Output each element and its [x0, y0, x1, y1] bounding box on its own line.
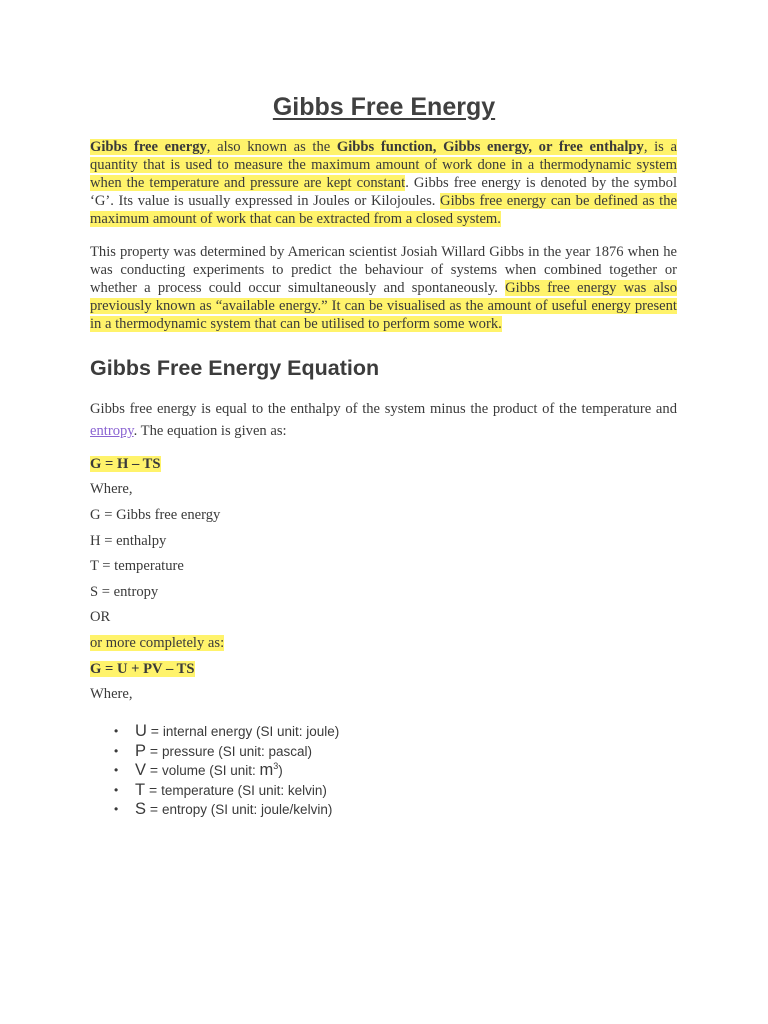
equals-sign: =	[146, 742, 162, 759]
variable-symbol: T	[135, 780, 146, 799]
variable-description: volume (SI unit:	[161, 763, 260, 778]
intro-highlight-2: Gibbs free energy can be defined as the maximum amount of work that can be extracted from a closed system.	[90, 193, 678, 227]
definition-s: S = entropy	[90, 584, 159, 600]
page-title: Gibbs Free Energy	[272, 93, 496, 121]
equals-sign: =	[145, 781, 162, 798]
more-completely-text: or more completely as:	[90, 635, 225, 651]
variable-symbol: P	[135, 741, 147, 760]
variable-symbol: V	[135, 761, 147, 779]
history-sentence: This property was determined by American scientist Josiah Willard Gibbs in the year 1876 when he was conducting experiments to predict the behaviour of systems when combined together or whether a process could occur simultaneously and spontaneously.	[90, 244, 677, 296]
intro-definition: , is a quantity that is used to measure the maximum amount of work done in a thermodynamic system when the temperature and pressure are kept constant	[90, 139, 677, 191]
variable-symbol: U	[135, 722, 147, 740]
list-item	[90, 800, 339, 820]
history-highlight: Gibbs free energy was also previously known as “available energy.” It can be visualised as the amount of useful energy present in a thermodynamic system that can be utilised to perform some work.	[90, 280, 678, 332]
where-label-1: Where,	[90, 481, 133, 497]
where-label-2: Where,	[90, 686, 133, 702]
variable-description: internal energy (SI unit: joule)	[162, 724, 340, 739]
list-item	[90, 742, 339, 762]
list-item	[90, 761, 339, 781]
intro-synonyms: Gibbs function, Gibbs energy, or free enthalpy	[336, 139, 644, 155]
definition-g: G = Gibbs free energy	[90, 507, 221, 523]
list-item	[90, 722, 339, 742]
variable-symbol: S	[135, 800, 147, 818]
equation-2-text: G = U + PV – TS	[90, 661, 195, 677]
unit-close: )	[278, 763, 283, 778]
history-paragraph	[90, 243, 677, 333]
intro-term: Gibbs free energy	[90, 139, 207, 155]
equals-sign: =	[146, 801, 162, 817]
bullet-icon: •	[114, 743, 119, 758]
equation-1	[90, 455, 161, 473]
variable-list	[90, 722, 339, 820]
more-completely-label	[90, 634, 224, 652]
intro-symbol-sentence: . Gibbs free energy is denoted by the symbol ‘G’. Its value is usually expressed in Joules or Kilojoules.	[90, 175, 677, 209]
bullet-icon: •	[114, 724, 119, 738]
equation-2	[90, 660, 195, 678]
bullet-icon: •	[114, 782, 119, 797]
list-item	[90, 781, 339, 801]
definition-t: T = temperature	[90, 558, 184, 574]
equation-intro-text: Gibbs free energy is equal to the enthalpy of the system minus the product of the temperature and	[90, 401, 677, 417]
variable-description: pressure (SI unit: pascal)	[161, 743, 313, 759]
definition-h: H = enthalpy	[90, 533, 167, 549]
intro-paragraph	[90, 138, 677, 228]
equation-intro-end: . The equation is given as:	[133, 423, 287, 439]
entropy-link[interactable]: entropy	[90, 423, 134, 439]
variable-description: temperature (SI unit: kelvin)	[161, 782, 327, 798]
bullet-icon: •	[114, 802, 119, 816]
section-heading: Gibbs Free Energy Equation	[90, 356, 380, 380]
intro-aka: , also known as the	[206, 139, 337, 155]
unit-exponent: 3	[273, 761, 279, 771]
bullet-icon: •	[114, 763, 119, 777]
equals-sign: =	[146, 762, 162, 778]
unit-symbol: m	[259, 761, 274, 779]
variable-description: entropy (SI unit: joule/kelvin)	[161, 802, 333, 817]
equation-intro	[90, 398, 677, 442]
or-label: OR	[90, 609, 111, 625]
equals-sign: =	[146, 723, 163, 739]
equation-1-text: G = H – TS	[90, 456, 161, 472]
